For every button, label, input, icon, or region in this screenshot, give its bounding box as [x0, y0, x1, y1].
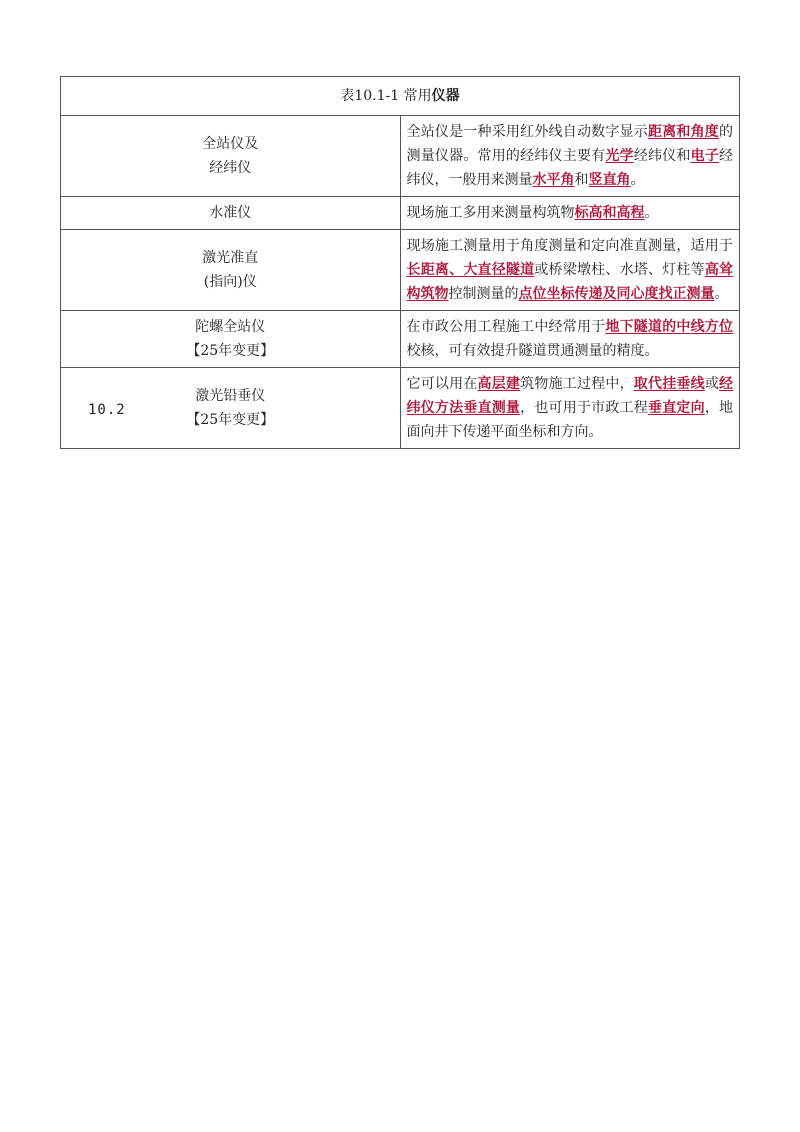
instrument-name — [61, 197, 401, 230]
description-text: 。 — [630, 172, 645, 188]
table-row — [61, 230, 740, 311]
instrument-name-line: 水准仪 — [209, 205, 252, 221]
table-row — [61, 311, 740, 368]
highlight-term: 竖直角 — [588, 172, 631, 188]
highlight-term: 长距离、大直径隧道 — [406, 262, 535, 278]
document-page — [60, 76, 740, 449]
instrument-name — [61, 230, 401, 311]
description-text: 现场施工测量用于角度测量和定向准直测量，适用于 — [406, 238, 733, 254]
instrument-name — [61, 311, 401, 368]
highlight-term: 电子 — [690, 148, 720, 164]
highlight-term: 地下隧道的中线方位 — [605, 319, 734, 335]
instrument-description — [400, 311, 740, 368]
table-row — [61, 116, 740, 197]
section-number: 10.2 — [88, 402, 126, 418]
highlight-term: 取代挂垂线 — [633, 376, 705, 392]
instrument-name — [61, 116, 401, 197]
highlight-term: 光学 — [605, 148, 634, 164]
instrument-description — [400, 116, 740, 197]
description-text: 经纬仪和 — [633, 148, 691, 164]
instrument-table — [60, 76, 740, 449]
description-text: 在市政公用工程施工中经常用于 — [406, 319, 606, 335]
description-text: 或 — [704, 376, 720, 392]
table-title-row — [61, 77, 740, 116]
instrument-name-line: 【25年变更】 — [186, 412, 275, 428]
instrument-name-line: 经纬仪 — [209, 160, 252, 176]
description-text: ，也可用于市政工程 — [520, 400, 648, 416]
description-text: 的测量仪器。常用的经纬仪主要有 — [406, 124, 734, 164]
instrument-description — [400, 197, 740, 230]
instrument-name-line: 激光铅垂仪 — [195, 388, 266, 404]
instrument-name-line: 全站仪及 — [202, 136, 259, 152]
highlight-term: 高耸构筑物 — [406, 262, 734, 302]
description-text: 现场施工多用来测量构筑物 — [406, 205, 575, 221]
highlight-term: 垂直定向 — [647, 400, 705, 416]
description-text: 全站仪是一种采用红外线自动数字显示 — [406, 124, 648, 140]
instrument-description — [400, 230, 740, 311]
table-title — [61, 77, 740, 116]
highlight-term: 标高和高程 — [574, 205, 645, 221]
description-text: 经纬仪，一般用来测量 — [406, 148, 734, 188]
description-text: 控制测量的 — [448, 286, 519, 302]
highlight-term: 距离和角度 — [647, 124, 720, 140]
description-text: 它可以用在 — [406, 376, 478, 392]
highlight-term: 高层建 — [477, 376, 521, 392]
instrument-description — [400, 368, 740, 449]
instrument-name-line: 激光准直 — [202, 250, 259, 266]
description-text: 筑物施工过程中， — [520, 376, 634, 392]
highlight-term: 经纬仪方法垂直测量 — [406, 376, 734, 416]
table-row — [61, 368, 740, 449]
table-title-bold: 仪器 — [431, 88, 460, 104]
table-title-prefix: 表10.1-1 常用 — [340, 88, 432, 104]
highlight-term: 水平角 — [532, 172, 575, 188]
description-text: 和 — [574, 172, 589, 188]
instrument-name-line: 【25年变更】 — [186, 343, 275, 359]
description-text: 。 — [644, 205, 659, 221]
instrument-name-line: (指向)仪 — [203, 274, 257, 290]
description-text: 。 — [714, 286, 729, 302]
highlight-term: 点位坐标传递及同心度找正测量 — [518, 286, 715, 302]
instrument-name-line: 陀螺全站仪 — [195, 319, 266, 335]
description-text: ，地面向井下传递平面坐标和方向。 — [406, 400, 734, 440]
table-row — [61, 197, 740, 230]
description-text: 校核，可有效提升隧道贯通测量的精度。 — [406, 343, 659, 359]
description-text: 或桥梁墩柱、水塔、灯柱等 — [534, 262, 705, 278]
table-body — [61, 77, 740, 449]
